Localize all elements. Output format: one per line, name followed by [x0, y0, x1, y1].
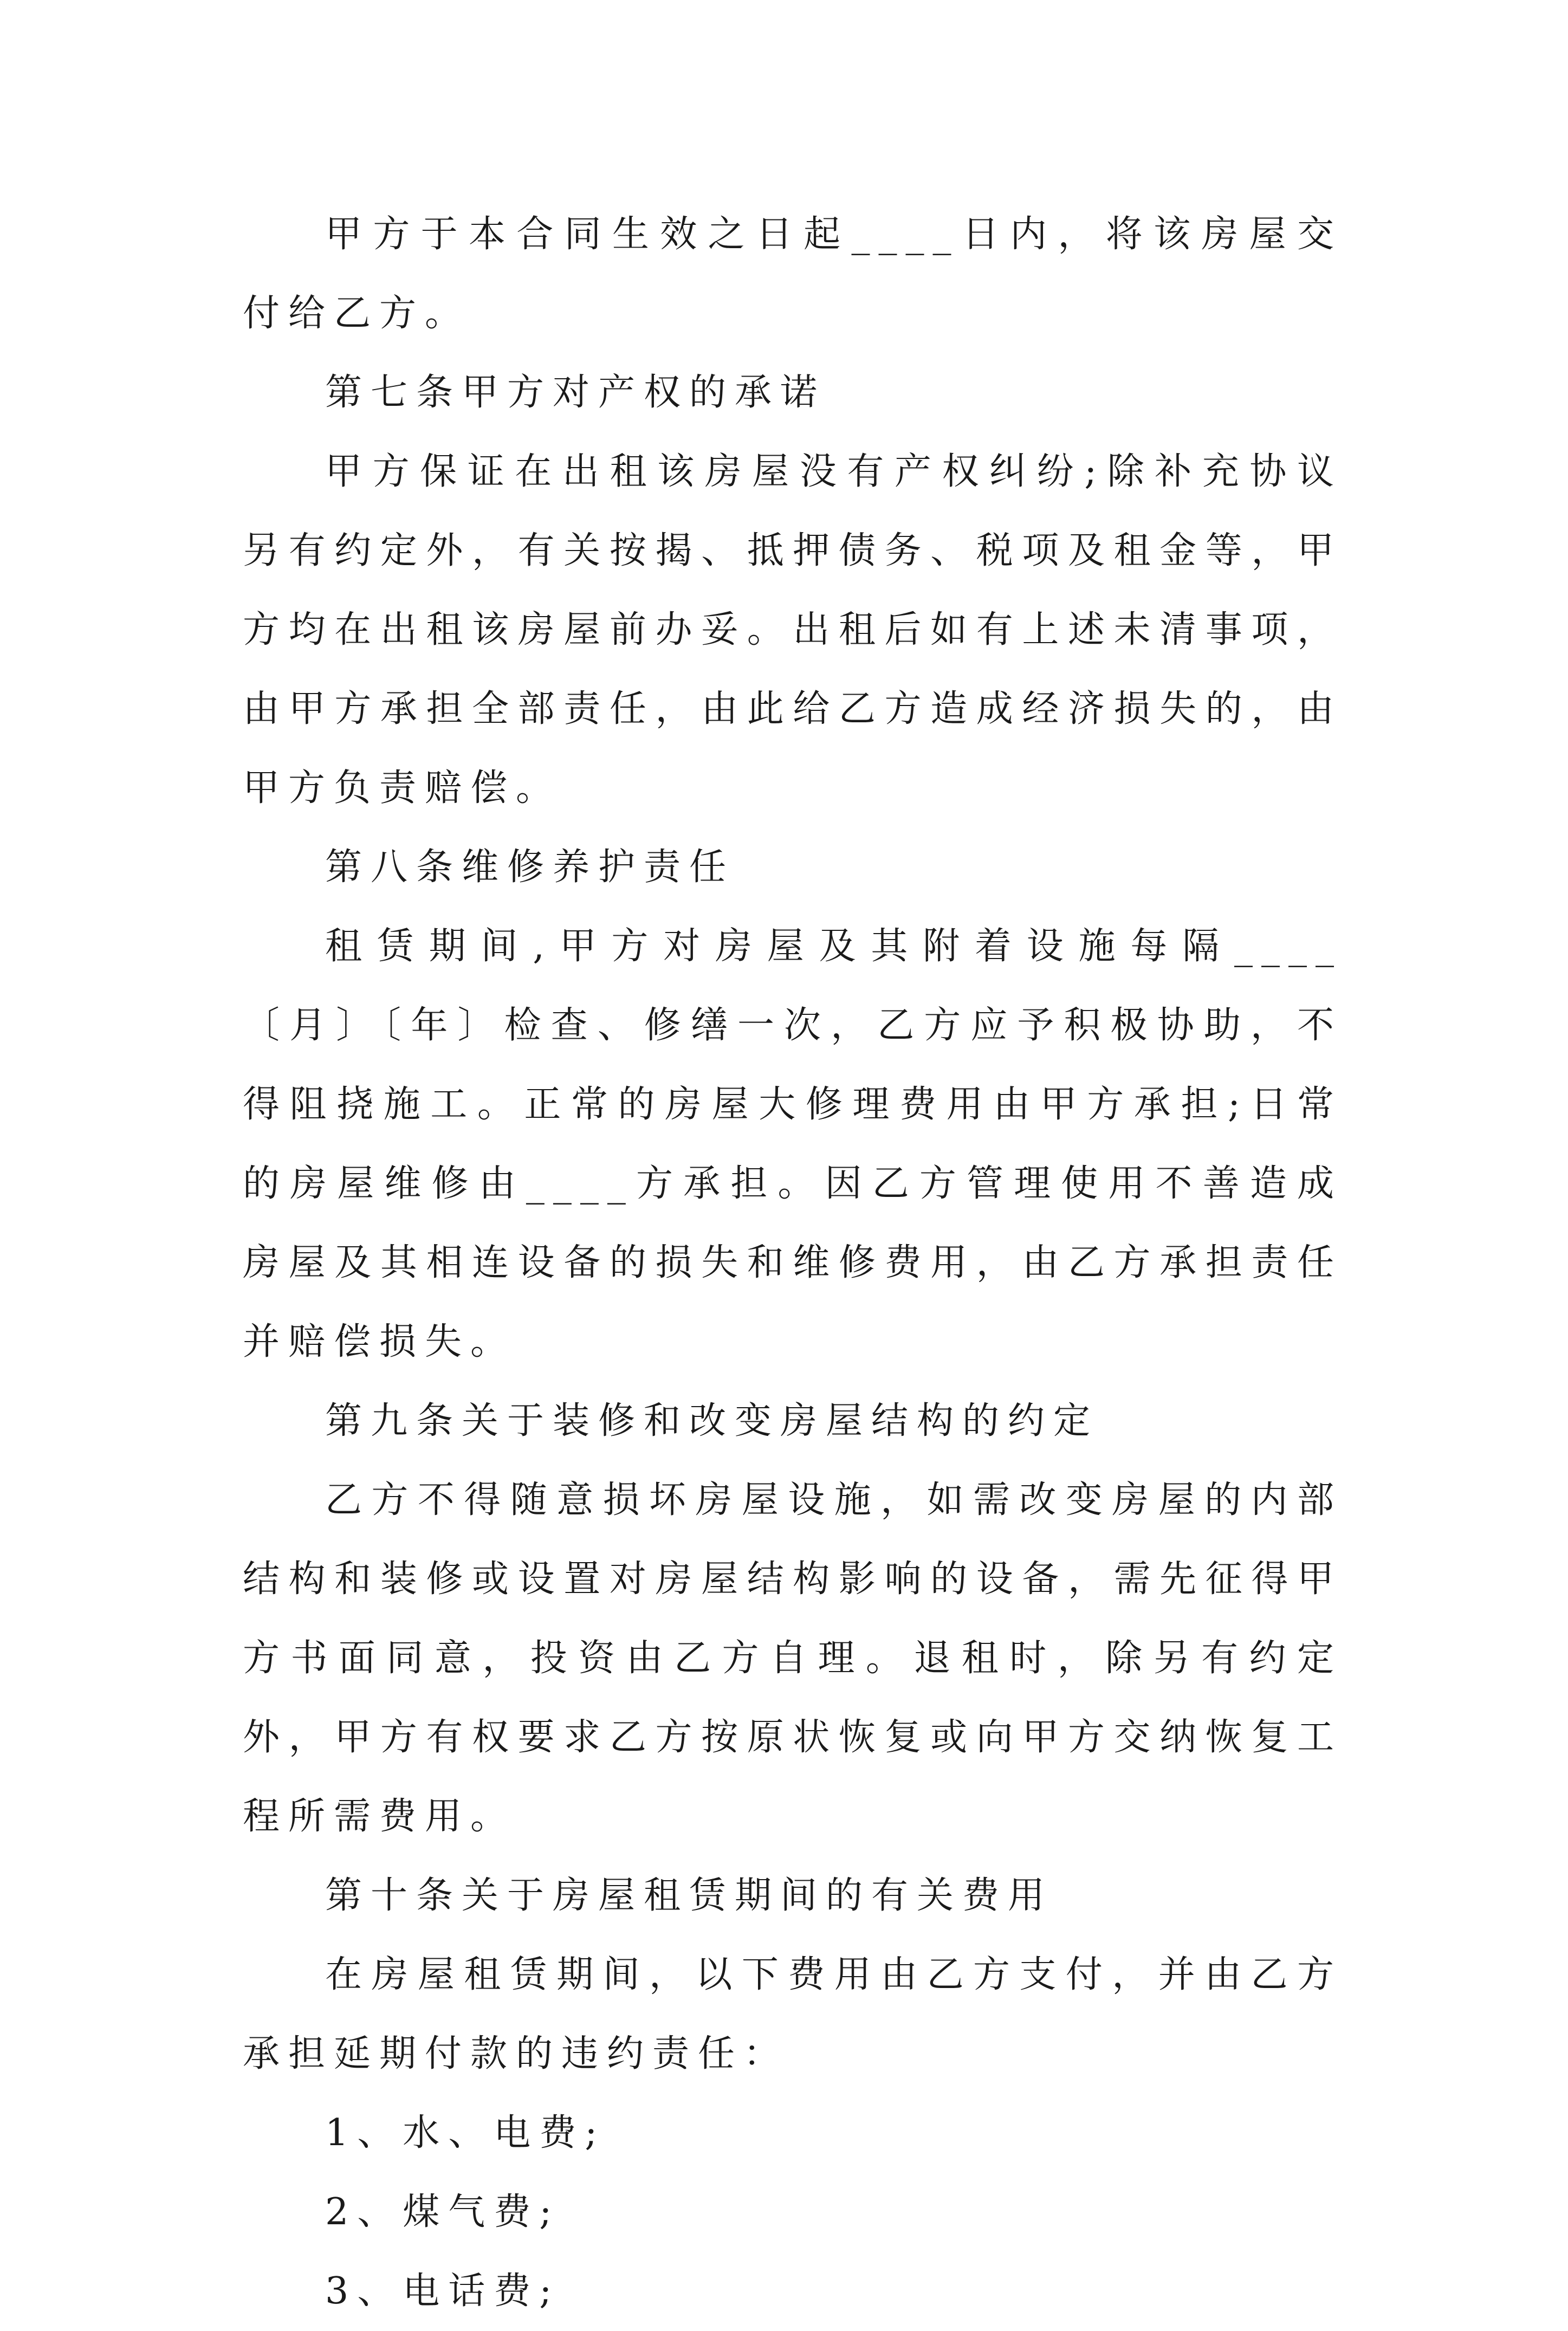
heading-article-7: 第七条甲方对产权的承诺	[325, 371, 826, 414]
heading-article-10: 第十条关于房屋租赁期间的有关费用	[325, 1874, 1054, 1917]
heading-article-9: 第九条关于装修和改变房屋结构的约定	[325, 1400, 1099, 1442]
paragraph-article-8: 租赁期间,甲方对房屋及其附着设施每隔____〔月〕〔年〕检查、修缮一次，乙方应予积极协助，不得阻挠施工。正常的房屋大修理费用由甲方承担;日常的房屋维修由____方承担。因乙方管理使用不善造成房屋及其相连设备的损失和维修费用，由乙方承担责任并赔偿损失。	[243, 925, 1343, 1363]
paragraph-article-10: 在房屋租赁期间，以下费用由乙方支付，并由乙方承担延期付款的违约责任：	[243, 1953, 1343, 2075]
list-item: 1、水、电费;	[325, 2112, 606, 2154]
heading-article-8: 第八条维修养护责任	[325, 846, 735, 889]
paragraph-article-7: 甲方保证在出租该房屋没有产权纠纷;除补充协议另有约定外，有关按揭、抵押债务、税项及租金等，甲方均在出租该房屋前办妥。出租后如有上述未清事项，由甲方承担全部责任，由此给乙方造成经济损失的，由甲方负责赔偿。	[243, 450, 1343, 810]
document-body	[243, 195, 1343, 2331]
paragraph-article-9: 乙方不得随意损坏房屋设施，如需改变房屋的内部结构和装修或设置对房屋结构影响的设备，需先征得甲方书面同意，投资由乙方自理。退租时，除另有约定外，甲方有权要求乙方按原状恢复或向甲方交纳恢复工程所需费用。	[243, 1479, 1343, 1838]
list-item: 3、电话费;	[325, 2270, 561, 2313]
list-item: 2、煤气费;	[325, 2191, 561, 2233]
paragraph-handover: 甲方于本合同生效之日起____日内，将该房屋交付给乙方。	[243, 213, 1343, 335]
